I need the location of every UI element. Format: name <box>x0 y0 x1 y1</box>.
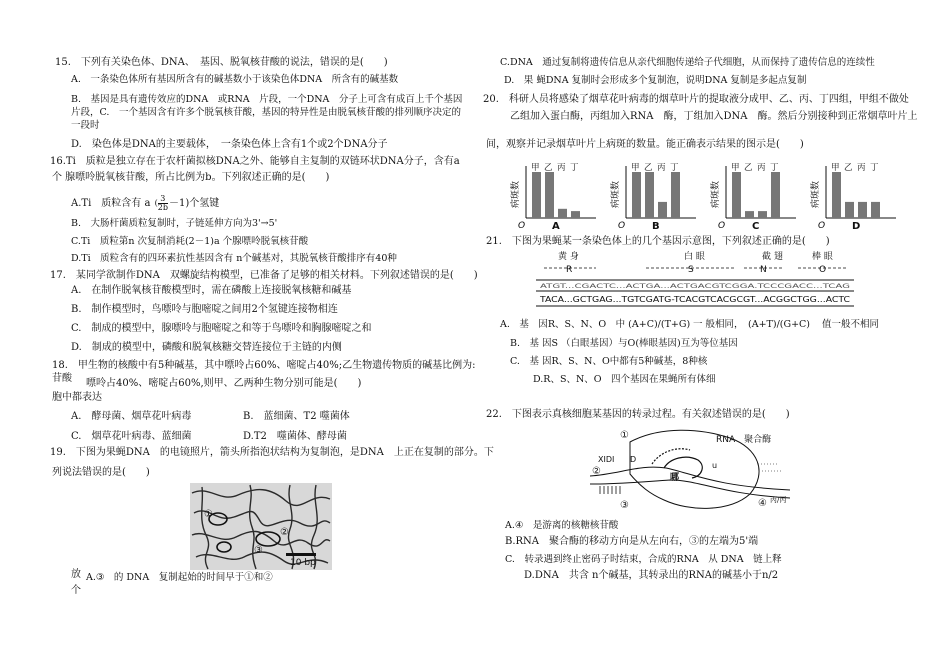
q20-group-label-0-0: 甲 <box>531 163 540 173</box>
dna-electron-micrograph <box>190 483 332 570</box>
q20-bar-2-1 <box>745 211 754 218</box>
q22-option-b: B.RNA 聚合酶的移动方向是从左向右，③的左端为5'端 <box>505 536 759 547</box>
q16-a-prefix: A.Ti 质粒含有 a <box>71 198 151 209</box>
q15-stem: 15. 下列有关染色体、DNA、 基因、脱氧核苷酸的说法，错误的是( ) <box>55 57 388 68</box>
q17-option-b: B. 制作模型时，鸟嘌呤与胞嘧啶之间用2个氢键连接物相连 <box>71 304 338 315</box>
q21-option-a-part4: 值一般不相同 <box>822 319 880 330</box>
q18-option-c: C. 烟草花叶病毒、蓝细菌 <box>71 431 192 442</box>
q20-origin-3: O <box>818 221 826 230</box>
label-xidi: XIDI <box>598 455 615 464</box>
q16-a-fraction-top: 3 <box>158 195 168 204</box>
label-3: ③ <box>620 500 629 511</box>
q20-ylabel-1: 病斑数 <box>611 180 621 208</box>
q21-option-b: B. 基 因S （白眼基因）与O(棒眼基因)互为等位基因 <box>510 338 738 349</box>
q20-origin-0: O <box>518 221 526 230</box>
gene-map-diagram <box>536 250 856 312</box>
q20-ylabel-3: 病斑数 <box>811 180 821 208</box>
q18-option-b: B. 蓝细菌、T2 噬菌体 <box>243 411 350 422</box>
q20-panel-letter-0: A <box>552 221 560 230</box>
q16-option-d: D.Ti 质粒含有的四环素抗性基因含有 n个碱基对，其脱氧核苷酸排序有40种 <box>71 253 397 264</box>
q20-bar-charts <box>508 150 908 230</box>
q20-bar-3-2 <box>858 202 867 218</box>
q20-group-label-1-1: 乙 <box>644 163 653 173</box>
q15-option-d: D. 染色体是DNA的主要载体， 一条染色体上含有1个或2个DNA分子 <box>71 139 388 150</box>
q20-group-label-3-0: 甲 <box>831 163 840 173</box>
q22-option-a: A.④ 是游离的核糖核苷酸 <box>505 520 619 531</box>
q20-group-label-3-1: 乙 <box>844 163 853 173</box>
sequence-top: ATGT...CGACTC...ACTGA...ACTGACGTCGGA.TCCCGACC...TCAG <box>540 282 850 290</box>
q21-option-a-part1: A. 基 因R、S、N、O 中 (A+C)/(T+G) <box>500 319 691 330</box>
label-u: u <box>712 461 718 470</box>
q20-bar-1-2 <box>658 202 667 218</box>
q16-a-fraction: ( $\frac{3}{2b}$ <box>154 194 168 212</box>
q20-bar-1-1 <box>645 172 654 218</box>
motion-arrows <box>758 464 782 471</box>
gene-white-eye: 白 眼 <box>684 252 705 262</box>
q19-stem-line2: 列说法错误的是( ) <box>52 467 150 478</box>
q22-stem: 22. 下图表示真核细胞某基因的转录过程。有关叙述错误的是( ) <box>486 409 790 420</box>
transcription-diagram <box>590 424 800 514</box>
q20-origin-1: O <box>618 221 626 230</box>
q20-bar-3-3 <box>871 202 880 218</box>
q19-option-a: A.③ 的 DNA 复制起始的时间早于①和② <box>86 572 273 583</box>
q21-option-a-part2: 一 般相同， <box>693 319 744 330</box>
q20-group-label-0-1: 乙 <box>544 163 553 173</box>
scale-label: 10 bp <box>290 558 316 568</box>
q15-option-b-line1: B. 基因是具有遗传效应的DNA 或RNA 片段，一个DNA 分子上可含有成百上千个基因 <box>71 94 463 105</box>
q16-option-a <box>71 195 219 212</box>
rna-polymerase-label: RNA 聚合酶 <box>716 435 772 445</box>
q20-bar-2-3 <box>771 172 780 218</box>
q19-margin-ge: 个 <box>71 585 81 596</box>
q20-stem-line3: 间，观察并记录烟草叶片上病斑的数量。能正确表示结果的图示是( ) <box>486 139 804 150</box>
sequence-bottom: TACA...GCTGAG...TGTCGATG-TCACGTCACGCGT...ACGGCTGG...ACTC <box>538 295 850 304</box>
q20-bar-0-1 <box>545 172 554 218</box>
q21-option-c: C. 基 因R、S、N、O中都有5种碱基，8种核 <box>510 356 708 367</box>
q20-bar-3-0 <box>832 172 841 218</box>
q20-group-label-3-2: 丙 <box>857 163 866 173</box>
q20-panel-letter-1: B <box>652 221 660 230</box>
gene-letter-r: R <box>566 265 573 275</box>
q20-stem-line2: 乙组加入蛋白酶，丙组加入RNA 酶，丁组加入DNA 酶。然后分别接种到正常烟草叶片上 <box>510 111 918 122</box>
q18-option-d: D.T2 噬菌体、酵母菌 <box>243 431 347 442</box>
label-1: ① <box>620 430 629 441</box>
q16-option-c: C.Ti 质粒第n 次复制消耗(2－1)a 个腺嘌呤脱氧核苷酸 <box>71 236 309 247</box>
q21-option-a-part3: (A+T)/(G+C) <box>748 319 811 330</box>
q20-group-label-1-0: 甲 <box>631 163 640 173</box>
q21-stem: 21. 下图为果蝇某一条染色体上的几个基因示意图，下列叙述正确的是( ) <box>486 236 830 247</box>
gene-letter-n: N <box>760 265 767 275</box>
q22-option-d: D.DNA 共含 n个碱基，其转录出的RNA的碱基小于n/2 <box>524 570 779 581</box>
q16-a-fraction-bottom: 2b <box>157 203 168 212</box>
q19-stem-line1: 19. 下图为果蝇DNA 的电镜照片，箭头所指泡状结构为复制泡，是DNA 上正在复制的部分。下 <box>50 447 494 458</box>
q19-option-d: D. 果 蝇DNA 复制时会形成多个复制泡，说明DNA 复制是多起点复制 <box>504 75 807 86</box>
q17-option-d: D. 制成的模型中，磷酸和脱氧核糖交替连接位于主链的内侧 <box>71 342 342 353</box>
q20-group-label-2-2: 丙 <box>757 163 766 173</box>
gene-letter-s: S <box>688 265 694 275</box>
q20-panel-letter-3: D <box>852 221 861 230</box>
q20-bar-2-0 <box>732 172 741 218</box>
q20-bar-2-2 <box>758 211 767 218</box>
q18-stem-line1: 18. 甲生物的核酸中有5种碱基，其中嘌呤占60%、嘧啶占40%;乙生物遗传物质的碱基比例为: <box>52 360 476 371</box>
q20-bar-3-1 <box>845 202 854 218</box>
q22-option-c: C. 转录遇到终止密码子时结束，合成的RNA 从 DNA 链上释 <box>505 554 782 565</box>
gene-bar-eye: 棒 眼 <box>812 252 833 262</box>
q20-ylabel-2: 病斑数 <box>711 180 721 208</box>
label-d: D <box>630 455 637 464</box>
label-4: ④ <box>758 498 767 509</box>
q20-group-label-2-3: 丁 <box>770 163 779 173</box>
q16-option-b: B. 大肠杆菌质粒复制时，子链延伸方向为3'→5' <box>71 218 278 229</box>
q16-stem-line1: 16.Ti 质粒是独立存在于农杆菌拟核DNA之外、能够自主复制的双链环状DNA分子，含有a <box>50 156 460 167</box>
q20-group-label-1-3: 丁 <box>670 163 679 173</box>
gene-cut-wing: 截 翅 <box>762 252 783 262</box>
q20-origin-2: O <box>718 221 726 230</box>
q20-panel-letter-2: C <box>752 221 760 230</box>
q16-a-suffix: －1)个氢键 <box>168 198 220 209</box>
q17-option-a: A. 在制作脱氧核苷酸模型时，需在磷酸上连接脱氧核糖和碱基 <box>71 285 352 296</box>
q20-ylabel-0: 病斑数 <box>511 180 521 208</box>
q17-option-c: C. 制成的模型中，腺嘌呤与胞嘧啶之和等于鸟嘌呤和胸腺嘧啶之和 <box>71 323 372 334</box>
scale-bar <box>286 553 316 556</box>
label-pair: 哪 <box>670 473 680 483</box>
q21-option-d: D.R、S、N、O 四个基因在果蝇所有体细 <box>533 374 716 385</box>
q16-stem-line2: 个 腺嘌呤脱氧核苷酸，所占比例为b。下列叙述正确的是( ) <box>52 172 330 183</box>
q15-option-a: A. 一条染色体所有基因所含有的碱基数小于该染色体DNA 所含有的碱基数 <box>71 74 399 85</box>
q18-option-a: A. 酵母菌、烟草花叶病毒 <box>71 411 192 422</box>
q20-group-label-0-3: 丁 <box>570 163 579 173</box>
q18-margin-text: 胞中都表达 <box>52 392 102 403</box>
q19-option-c: C.DNA 通过复制将遗传信息从亲代细胞传递给子代细胞，从而保持了遗传信息的连续性 <box>500 57 875 68</box>
bubble-label-3: ③ <box>254 545 263 556</box>
label-2: ② <box>592 466 601 477</box>
q20-bar-1-3 <box>671 172 680 218</box>
q20-stem-line1: 20. 科研人员将感染了烟草花叶病毒的烟草叶片的提取液分成甲、乙、丙、丁四组，甲组不做处 <box>483 94 909 105</box>
q15-option-b-line2: 片段，C. 一个基因含有许多个脱氧核苷酸，基因的特异性是由脱氧核苷酸的排列顺序决定的 <box>71 107 461 118</box>
gene-yellow-body: 黄 身 <box>558 252 579 262</box>
q19-margin-fang: 放 <box>71 569 81 580</box>
q17-stem: 17. 某同学欲制作DNA 双螺旋结构模型，已准备了足够的相关材料。下列叙述错误的是( ) <box>50 270 478 281</box>
q20-group-label-2-0: 甲 <box>731 163 740 173</box>
label-bingbing: 丙/丙 <box>770 496 787 504</box>
q18-margin-tag: 苷酸 <box>52 373 72 384</box>
q20-group-label-3-3: 丁 <box>870 163 879 173</box>
q20-bar-1-0 <box>632 172 641 218</box>
q20-group-label-0-2: 丙 <box>557 163 566 173</box>
q20-group-label-2-1: 乙 <box>744 163 753 173</box>
base-ticks <box>600 486 620 494</box>
bubble-label-1: ① <box>204 509 213 520</box>
q18-stem-line2: 嘌呤占40%、嘧啶占60%,则甲、乙两种生物分别可能是( ) <box>86 378 362 389</box>
q20-bar-0-3 <box>571 211 580 218</box>
q15-option-b-line3: 一段时 <box>71 120 100 131</box>
bubble-label-2: ② <box>280 527 289 538</box>
q20-group-label-1-2: 丙 <box>657 163 666 173</box>
q20-bar-0-0 <box>532 172 541 218</box>
q20-bar-0-2 <box>558 209 567 218</box>
gene-letter-o: O <box>819 265 827 275</box>
